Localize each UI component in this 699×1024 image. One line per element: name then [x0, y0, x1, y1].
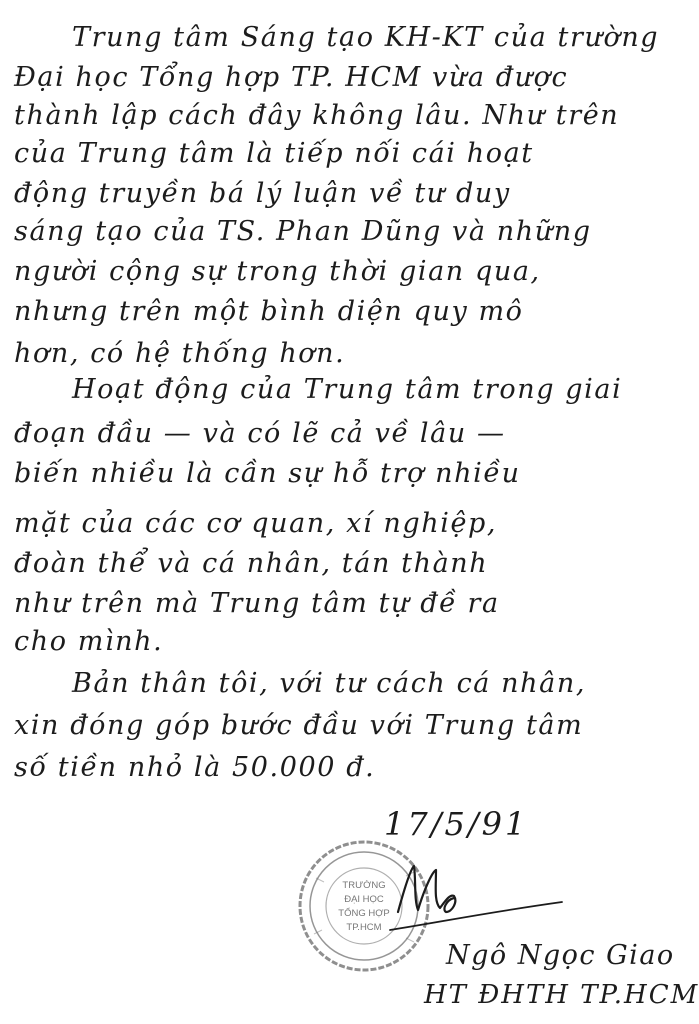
letter-line: cho mình. — [14, 626, 164, 657]
letter-line: mặt của các cơ quan, xí nghiệp, — [14, 508, 498, 539]
letter-line: đoạn đầu — và có lẽ cả về lâu — — [14, 418, 506, 449]
letter-line: biến nhiều là cần sự hỗ trợ nhiều — [14, 458, 521, 489]
letter-line: đoàn thể và cá nhân, tán thành — [14, 548, 489, 579]
seal-line: ĐẠI HỌC — [344, 894, 384, 905]
letter-line: số tiền nhỏ là 50.000 đ. — [14, 752, 376, 783]
seal-line: TP.HCM — [346, 922, 382, 933]
letter-date: 17/5/91 — [384, 805, 529, 843]
handwritten-signature — [380, 850, 570, 940]
letter-line: xin đóng góp bước đầu với Trung tâm — [14, 710, 584, 741]
seal-line: TỔNG HỢP — [338, 908, 390, 919]
letter-line: nhưng trên một bình diện quy mô — [14, 296, 524, 327]
signer-name: Ngô Ngọc Giao — [446, 940, 675, 971]
letter-line: Trung tâm Sáng tạo KH-KT của trường — [72, 22, 660, 53]
letter-line: hơn, có hệ thống hơn. — [14, 338, 346, 369]
letter-line: người cộng sự trong thời gian qua, — [14, 256, 541, 287]
letter-line: Đại học Tổng hợp TP. HCM vừa được — [14, 62, 569, 93]
signer-title: HT ĐHTH TP.HCM — [424, 980, 699, 1010]
letter-line: Hoạt động của Trung tâm trong giai — [72, 374, 623, 405]
letter-line: như trên mà Trung tâm tự đề ra — [14, 588, 500, 619]
letter-line: của Trung tâm là tiếp nối cái hoạt — [14, 138, 534, 169]
letter-line: thành lập cách đây không lâu. Như trên — [14, 100, 620, 131]
letter-line: sáng tạo của TS. Phan Dũng và những — [14, 216, 592, 247]
letter-line: động truyền bá lý luận về tư duy — [14, 178, 511, 209]
letter-line: Bản thân tôi, với tư cách cá nhân, — [72, 668, 587, 699]
seal-line: TRƯỜNG — [342, 880, 386, 891]
